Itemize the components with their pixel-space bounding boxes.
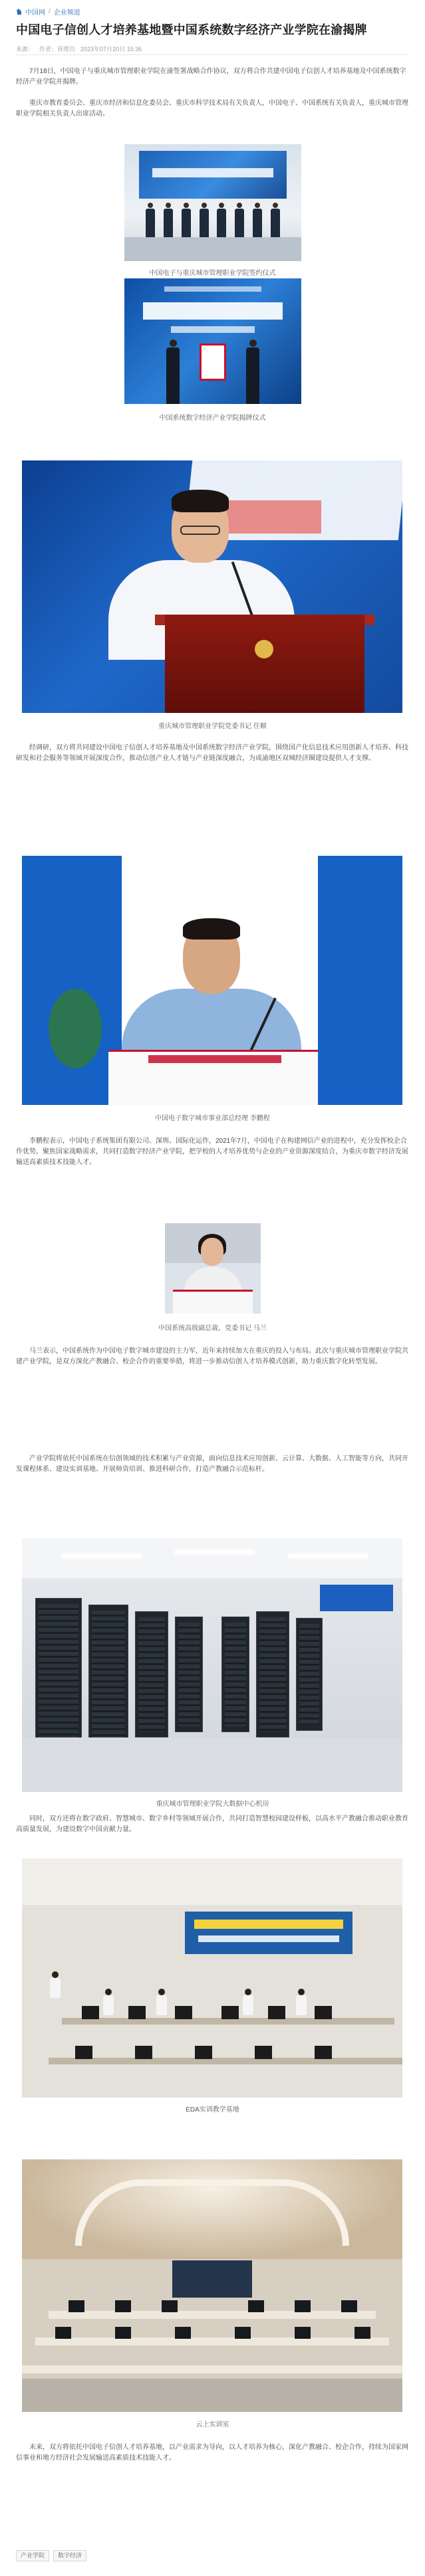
speaker-photo (22, 856, 402, 1105)
breadcrumb (16, 7, 80, 16)
tag-list (16, 2550, 86, 2561)
server-room-photo (22, 1538, 402, 1792)
photo-caption: 中国电子数字城市事业部总经理 李鹏程 (155, 1115, 270, 1122)
article-paragraph: 7月18日，中国电子与重庆城市管理职业学院在渝签署战略合作协议，双方将合作共建中国电子信创人才培养基地及中国系统数字经济产业学院并揭牌。 (16, 68, 406, 86)
article-paragraph: 产业学院将依托中国系统在信创领域的技术积累与产业资源，面向信息技术应用创新、云计算、大数据、人工智能等方向，共同开发课程体系、建设实训基地、开展师资培训、推进科研合作，打造产教融合示范标杆。 (16, 1455, 408, 1473)
eda-training-photo (22, 1858, 402, 2098)
speaker-photo (165, 1223, 261, 1314)
article-title: 中国电子信创人才培养基地暨中国系统数字经济产业学院在渝揭牌 (16, 23, 367, 37)
photo-caption: 中国系统高级副总裁、党委书记 马兰 (158, 1325, 267, 1332)
photo-caption: 中国系统数字经济产业学院揭牌仪式 (159, 415, 266, 422)
article-paragraph: 李鹏程表示，中国电子系统集团有限公司、深圳、国际化运作，2021年7月，中国电子在构建网信产业的进程中，充分发挥校企合作优势，聚焦国家战略需求，共同打造数字经济产业学院，把学校的人才培养优势与企业的产业资源深度结合，为重庆市数字经济发展输送高素质技术技能人才。 (16, 1138, 408, 1166)
article-date: 2023年07月20日 15:36 (80, 46, 142, 52)
title-divider (16, 54, 409, 55)
photo-caption: 重庆城市管理职业学院大数据中心机房 (156, 1801, 269, 1808)
breadcrumb-section-link[interactable]: 企业频道 (53, 9, 80, 17)
photo-caption: 重庆城市管理职业学院党委书记 任顺 (158, 723, 267, 730)
photo-caption: 中国电子与重庆城市管理职业学院签约仪式 (149, 270, 276, 277)
tag-item[interactable]: 产业学院 (16, 2550, 49, 2561)
signing-ceremony-photo (124, 144, 301, 261)
home-icon[interactable] (16, 9, 22, 15)
tag-item[interactable]: 数字经济 (53, 2550, 86, 2561)
article-paragraph: 经调研，双方将共同建设中国电子信创人才培养基地及中国系统数字经济产业学院，围绕国产化信息技术应用创新人才培养、科技研发和社会服务等领域开展深度合作，推动信创产业人才链与产业链深度融合，为成渝地区双城经济圈建设提供人才支撑。 (16, 744, 408, 762)
unveiling-ceremony-photo (124, 278, 301, 404)
article-paragraph: 同时，双方还将在数字政府、智慧城市、数字乡村等领域开展合作，共同打造智慧校园建设样板，以高水平产教融合推动职业教育高质量发展，为建设数字中国贡献力量。 (16, 1815, 408, 1833)
photo-caption: 云上实训室 (196, 2421, 229, 2428)
cloud-lab-photo (22, 2159, 402, 2412)
breadcrumb-home-link[interactable]: 中国网 (25, 9, 45, 17)
article-source: 来源： (16, 46, 35, 52)
breadcrumb-separator: / (49, 7, 51, 15)
photo-caption: EDA实训教学基地 (186, 2106, 239, 2114)
article-paragraph: 未来，双方将依托中国电子信创人才培养基地，以产业需求为导向，以人才培养为核心，深化产教融合、校企合作，持续为国家网信事业和地方经济社会发展输送高素质技术技能人才。 (16, 2444, 408, 2462)
speaker-photo (22, 460, 402, 713)
article-paragraph: 马兰表示，中国系统作为中国电子数字城市建设的主力军，近年来持续加大在重庆的投入与布局。此次与重庆城市管理职业学院共建产业学院，是双方深化产教融合、校企合作的重要举措，将进一步推动信创人才培养模式创新，助力重庆数字化转型发展。 (16, 1347, 408, 1365)
article-meta (16, 45, 142, 53)
article-paragraph: 重庆市教育委员会、重庆市经济和信息化委员会、重庆市科学技术局有关负责人，中国电子、中国系统有关负责人，重庆城市管理职业学院相关负责人出席活动。 (16, 100, 408, 118)
article-author: 作者：管理员 (39, 46, 76, 52)
